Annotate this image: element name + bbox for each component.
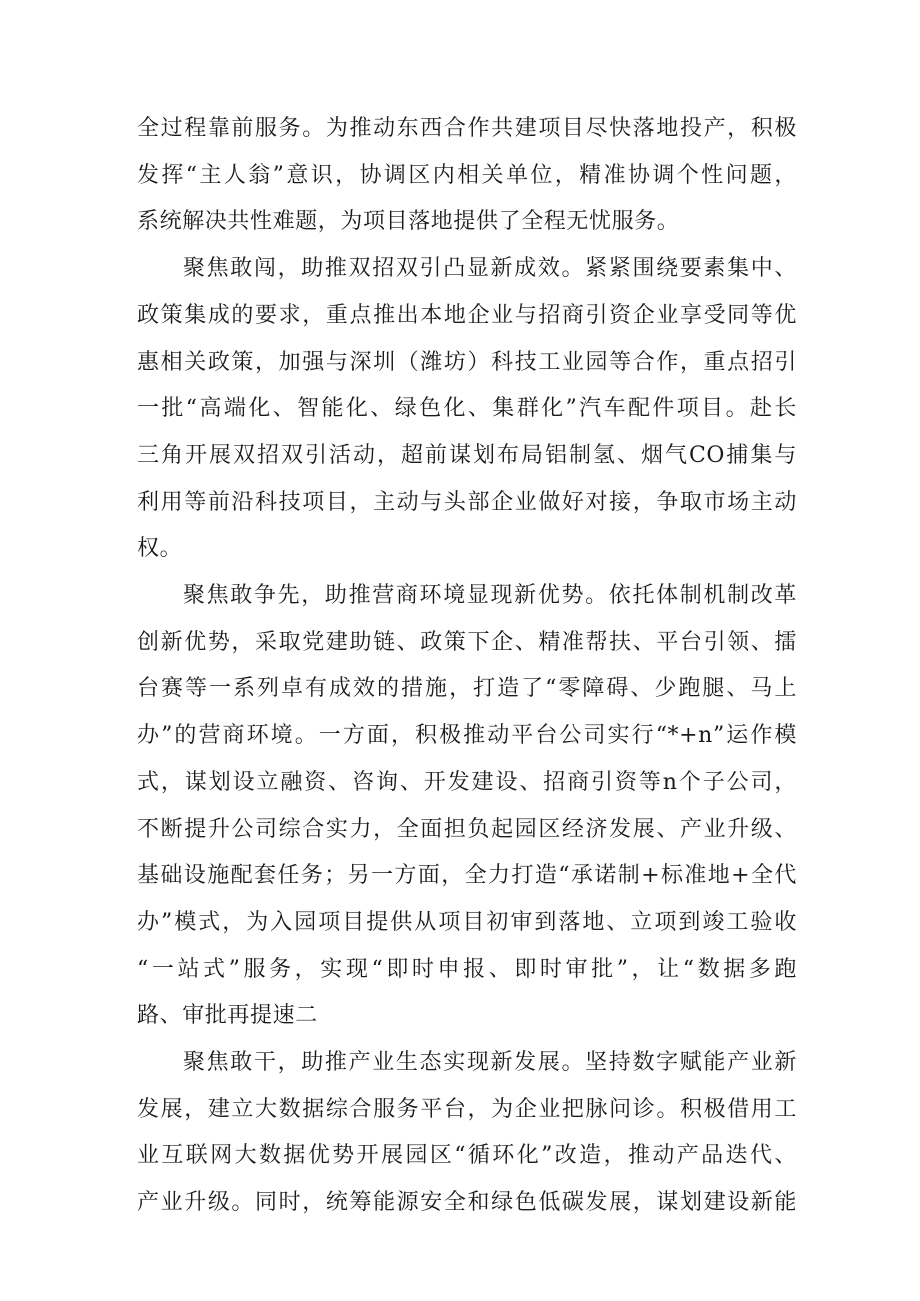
text-line: 一批“高端化、智能化、绿色化、集群化”汽车配件项目。赴长 xyxy=(137,396,797,422)
text-line: 聚焦敢争先，助推营商环境显现新优势。依托体制机制改革 xyxy=(183,583,797,609)
text-line: 惠相关政策，加强与深圳（潍坊）科技工业园等合作，重点招引 xyxy=(137,349,797,375)
text-line: 不断提升公司综合实力，全面担负起园区经济发展、产业升级、 xyxy=(137,816,797,842)
text-line: 权。 xyxy=(137,536,183,562)
text-line: 产业升级。同时，统筹能源安全和绿色低碳发展，谋划建设新能 xyxy=(137,1190,797,1216)
text-line: 办”模式，为入园项目提供从项目初审到落地、立项到竣工验收 xyxy=(137,909,797,935)
text-line: 聚焦敢干，助推产业生态实现新发展。坚持数字赋能产业新 xyxy=(183,1050,797,1076)
text-line: 创新优势，采取党建助链、政策下企、精准帮扶、平台引领、擂 xyxy=(137,629,797,655)
document-page xyxy=(137,106,797,1227)
text-line: 基础设施配套任务；另一方面，全力打造“承诺制+标准地+全代 xyxy=(137,863,797,889)
text-line: 利用等前沿科技项目，主动与头部企业做好对接，争取市场主动 xyxy=(137,489,797,515)
text-line: “一站式”服务，实现“即时申报、即时审批”，让“数据多跑 xyxy=(137,956,797,982)
text-line: 政策集成的要求，重点推出本地企业与招商引资企业享受同等优 xyxy=(137,302,797,328)
text-line: 台赛等一系列卓有成效的措施，打造了“零障碍、少跑腿、马上 xyxy=(137,676,797,702)
paragraph-service xyxy=(137,106,797,246)
text-line: 三角开展双招双引活动，超前谋划布局铝制氢、烟气CO捕集与 xyxy=(137,442,797,468)
text-line: 办”的营商环境。一方面，积极推动平台公司实行“*+n”运作模 xyxy=(137,723,797,749)
paragraph-business-environment xyxy=(137,573,797,1040)
paragraph-investment xyxy=(137,246,797,573)
text-line: 聚焦敢闯，助推双招双引凸显新成效。紧紧围绕要素集中、 xyxy=(183,256,797,282)
text-line: 路、审批再提速二 xyxy=(137,1003,318,1029)
text-line: 系统解决共性难题，为项目落地提供了全程无忧服务。 xyxy=(137,209,680,235)
text-line: 发挥“主人翁”意识，协调区内相关单位，精准协调个性问题， xyxy=(137,162,797,188)
paragraph-industry-ecology xyxy=(137,1040,797,1227)
text-line: 发展，建立大数据综合服务平台，为企业把脉问诊。积极借用工 xyxy=(137,1096,797,1122)
text-line: 全过程靠前服务。为推动东西合作共建项目尽快落地投产，积极 xyxy=(137,116,797,141)
text-line: 式，谋划设立融资、咨询、开发建设、招商引资等n个子公司， xyxy=(137,769,797,795)
text-line: 业互联网大数据优势开展园区“循环化”改造，推动产品迭代、 xyxy=(137,1143,797,1169)
